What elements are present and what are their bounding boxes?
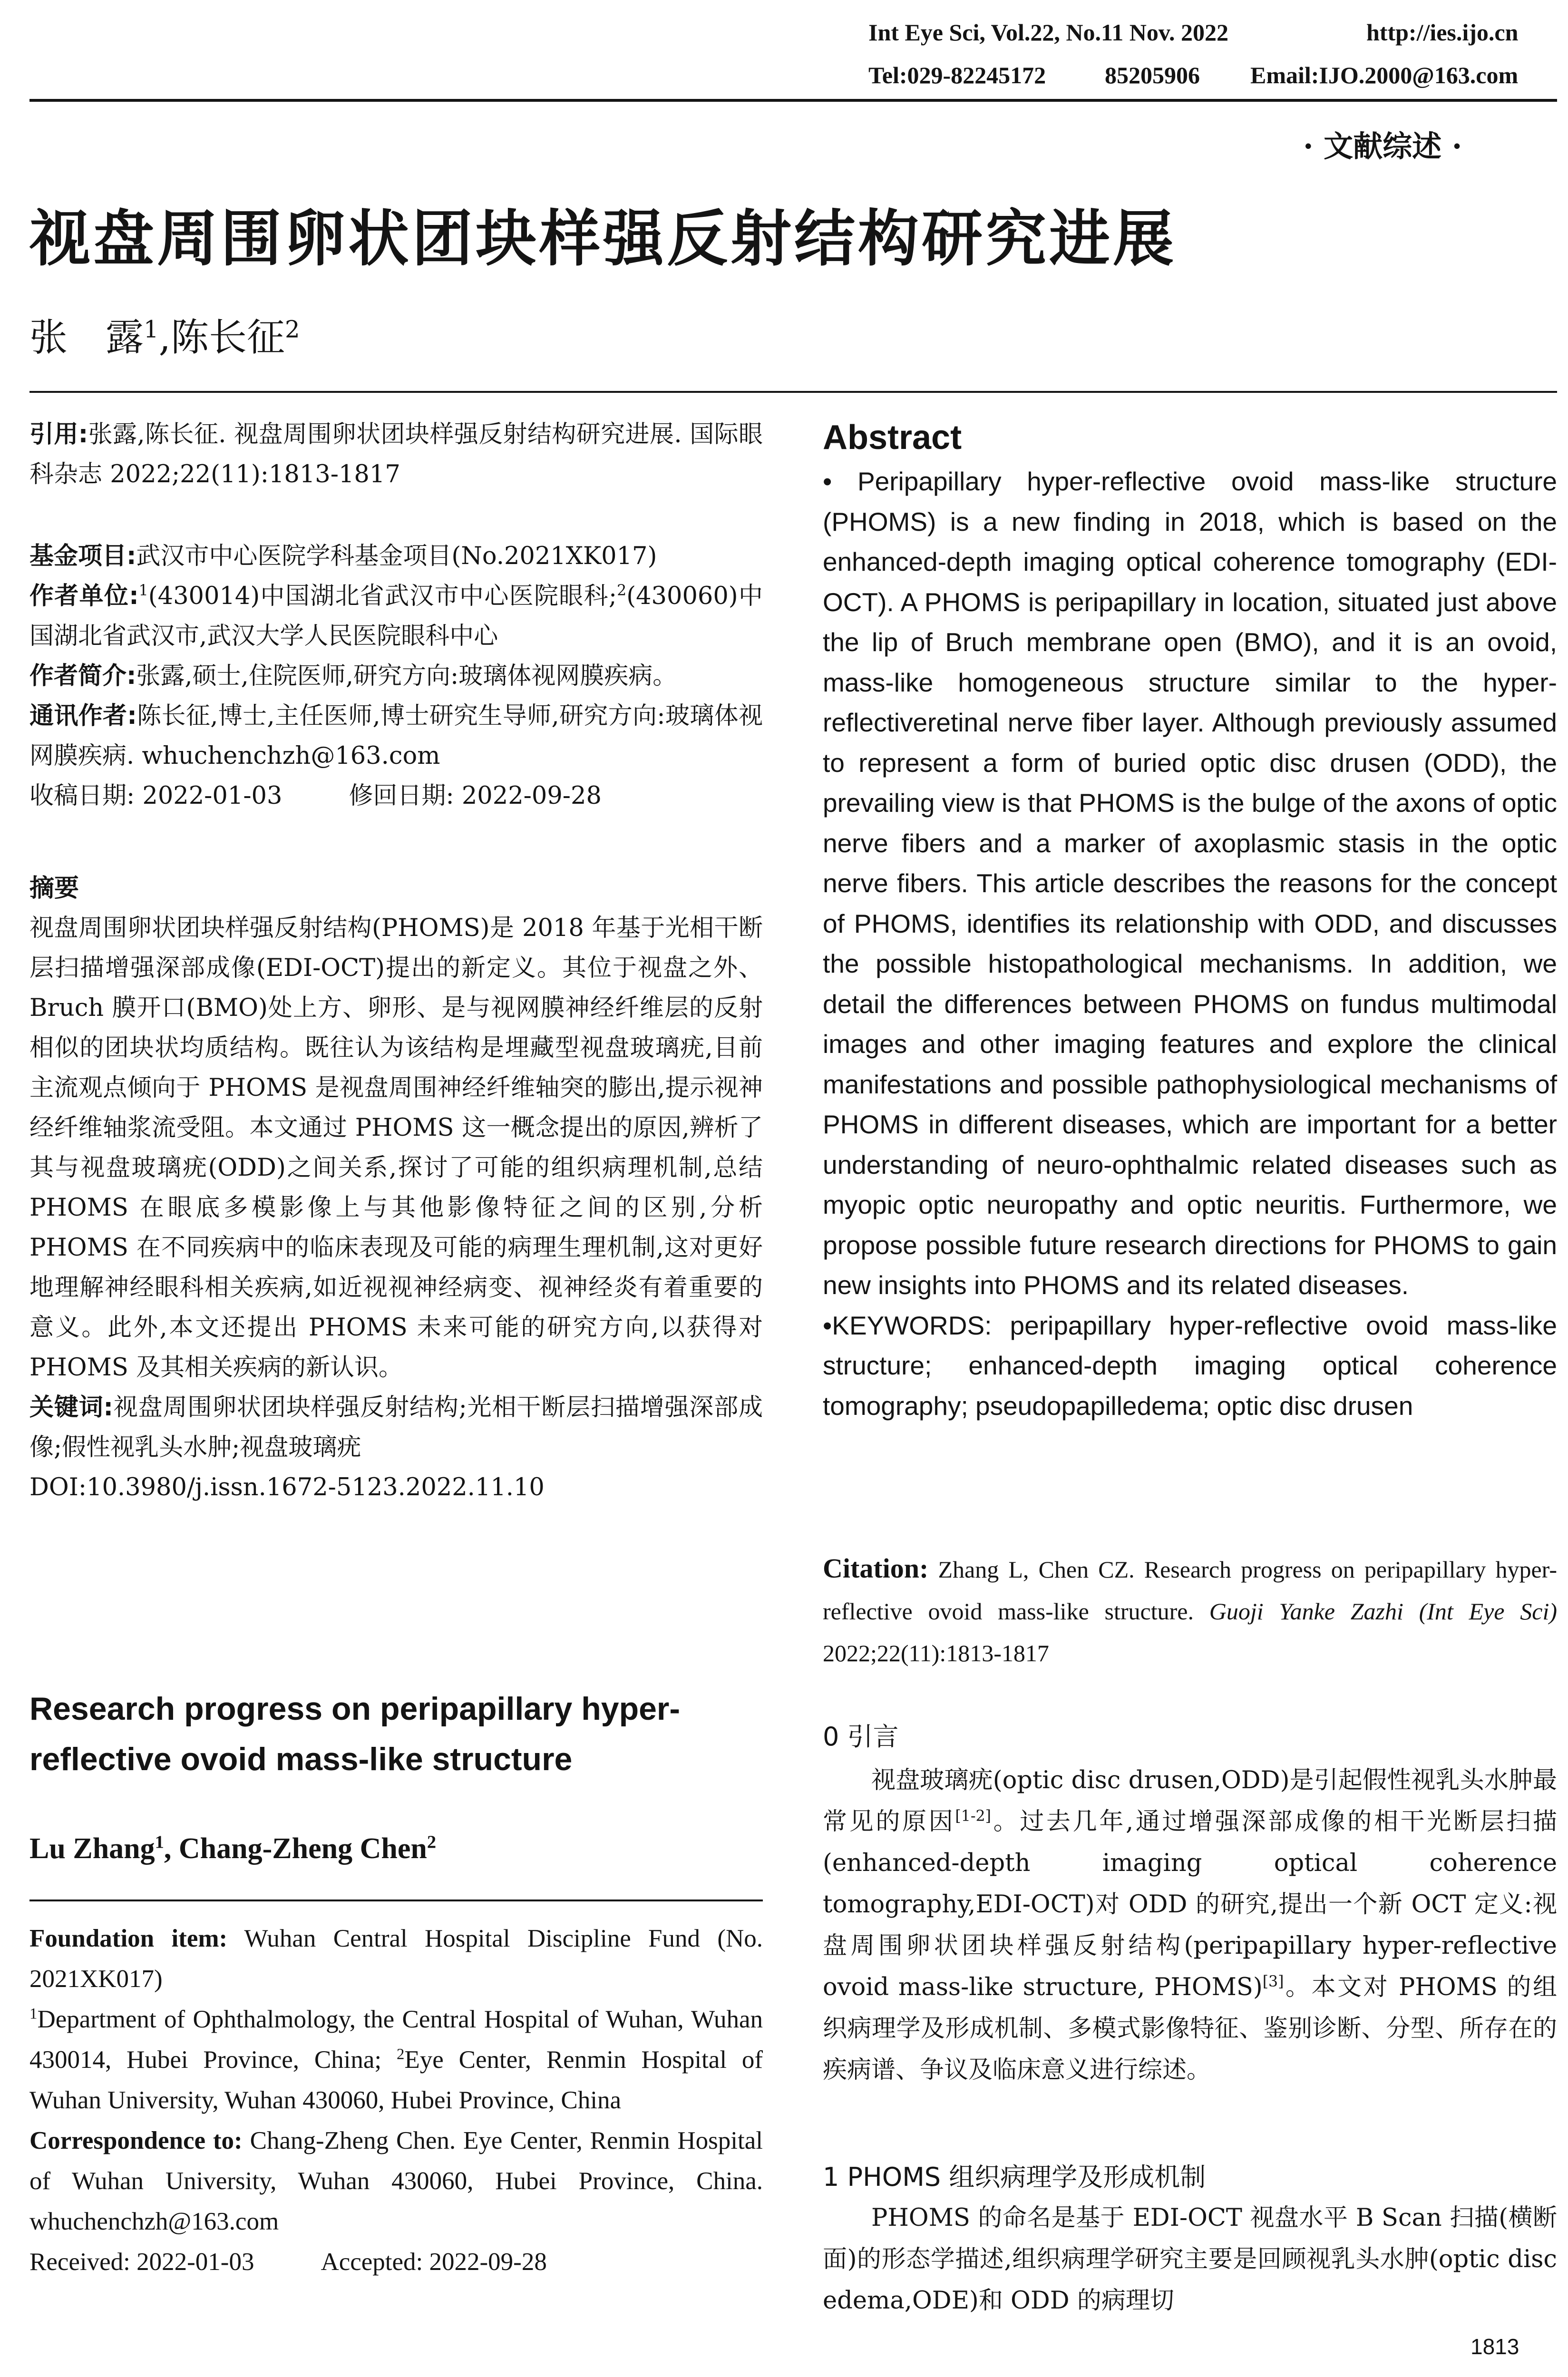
keywords-en: peripapillary hyper-reflective ovoid mass-like structure; enhanced-depth imaging optical coherence tomography; pseudopapilledema; optic disc drusen xyxy=(823,1310,1557,1421)
header-rule xyxy=(29,99,1557,102)
keywords-cn: 视盘周围卵状团块样强反射结构;光相干断层扫描增强深部成像;假性视乳头水肿;视盘玻璃疣 xyxy=(29,1393,763,1461)
unit-cn-2: (430060)中国湖北省武汉市,武汉大学人民医院眼科中心 xyxy=(29,582,763,650)
s0-text-a: 视盘玻璃疣(optic disc drusen,ODD)是引起假性视乳头水肿最常见的原因 xyxy=(823,1766,1557,1836)
citation-en xyxy=(823,1548,1557,1674)
citation-cn xyxy=(29,415,763,495)
authors-en xyxy=(29,1827,436,1870)
author-en-1-sup: 1 xyxy=(155,1832,164,1852)
author-en-1: Lu Zhang xyxy=(29,1832,155,1865)
citation-en-journal: Guoji Yanke Zazhi (Int Eye Sci) xyxy=(1209,1598,1557,1625)
bio-cn: 张露,硕士,住院医师,研究方向:玻璃体视网膜疾病。 xyxy=(136,662,677,690)
unit-cn-1-sup: 1 xyxy=(138,582,148,599)
journal-info xyxy=(868,18,1228,47)
journal-email[interactable]: Email:IJO.2000@163.com xyxy=(1250,62,1519,88)
journal-issue: Int Eye Sci, Vol.22, No.11 Nov. 2022 xyxy=(868,19,1229,46)
fund-cn: 武汉市中心医院学科基金项目(No.2021XK017) xyxy=(136,542,657,570)
keywords-cn-label: 关键词: xyxy=(29,1393,113,1422)
author-en-sep: , xyxy=(164,1832,179,1865)
citation-en-text1: Zhang L, Chen CZ. Research progress on peripapillary hyper-reflective ovoid mass-like structure. xyxy=(823,1556,1557,1625)
section-label: · 文献综述 · xyxy=(1303,129,1462,164)
s0-text-b: 。过去几年,通过增强深部成像的相干光断层扫描(enhanced-depth imaging optical coherence tomography,EDI-OCT)对 ODD 的研究,提出一个新 OCT 定义:视盘周围卵状团块样强反射结构(peripapillary hyper-reflective ovoid mass-like structure, PHOMS) xyxy=(823,1808,1557,2001)
abstract-cn xyxy=(29,908,763,1508)
dept-en-1: Department of Ophthalmology, the Central Hospital of Wuhan, Wuhan 430014, Hubei Province, China; xyxy=(29,2006,763,2074)
citation-cn-label: 引用: xyxy=(29,420,88,448)
abstract-en xyxy=(823,461,1557,1426)
received-en: Received: 2022-01-03 xyxy=(29,2248,254,2276)
abstract-bullet: • xyxy=(823,467,832,496)
corr-en: Chang-Zheng Chen. Eye Center, Renmin Hospital of Wuhan University, Wuhan 430060, Hubei Province, China. whuchenchzh@163.com xyxy=(29,2127,763,2235)
fund-en: Wuhan Central Hospital Discipline Fund (No. 2021XK017) xyxy=(29,1925,763,1993)
author-cn-2: 陈长征 xyxy=(171,315,285,360)
journal-url[interactable]: http://ies.ijo.cn xyxy=(1366,19,1519,46)
section-1-heading: 1 PHOMS 组织病理学及形成机制 xyxy=(823,2162,1206,2192)
dept-en-1-sup: 1 xyxy=(29,2005,38,2023)
meta-en xyxy=(29,1919,763,2282)
author-cn-2-sup: 2 xyxy=(285,315,300,343)
dept-en-2-sup: 2 xyxy=(396,2046,405,2063)
right-col-rule xyxy=(823,391,1557,393)
citation-en-label: Citation: xyxy=(823,1553,929,1584)
fund-en-label: Foundation item: xyxy=(29,1925,228,1952)
corr-cn: 陈长征,博士,主任医师,博士研究生导师,研究方向:玻璃体视网膜疾病. whuchenchzh@163.com xyxy=(29,702,763,770)
s0-text-c: 。本文对 PHOMS 的组织病理学及形成机制、多模式影像特征、鉴别诊断、分型、所存在的疾病谱、争议及临床意义进行综述。 xyxy=(823,1973,1558,2084)
author-en-2-sup: 2 xyxy=(427,1832,437,1852)
journal-tel2: 85205906 xyxy=(1105,62,1200,88)
unit-cn-label: 作者单位: xyxy=(29,582,139,610)
citation-en-text2: 2022;22(11):1813-1817 xyxy=(823,1640,1049,1666)
title-en: Research progress on peripapillary hyper-reflective ovoid mass-like structure xyxy=(29,1691,681,1777)
keywords-bullet: • xyxy=(823,1310,832,1340)
title-cn: 视盘周围卵状团块样强反射结构研究进展 xyxy=(29,204,1177,274)
en-meta-rule xyxy=(29,1900,763,1901)
s1-text: PHOMS 的命名是基于 EDI-OCT 视盘水平 B Scan 扫描(横断面)的形态学描述,组织病理学研究主要是回顾视乳头水肿(optic disc edema,ODE)和 ODD 的病理切 xyxy=(823,2204,1557,2315)
revised-cn: 修回日期: 2022-09-28 xyxy=(349,782,602,810)
citation-cn-text: 张露,陈长征. 视盘周围卵状团块样强反射结构研究进展. 国际眼科杂志 2022;22(11):1813-1817 xyxy=(29,420,763,488)
page-number: 1813 xyxy=(1471,2334,1519,2359)
doi[interactable]: DOI:10.3980/j.issn.1672-5123.2022.11.10 xyxy=(29,1473,545,1501)
dept-en-2: Eye Center, Renmin Hospital of Wuhan University, Wuhan 430060, Hubei Province, China xyxy=(29,2046,763,2114)
journal-tel: Tel:029-82245172 xyxy=(868,62,1046,88)
section-0-heading: 0 引言 xyxy=(823,1722,899,1752)
ref-1-2[interactable]: [1-2] xyxy=(955,1808,991,1825)
abstract-cn-text: 视盘周围卵状团块样强反射结构(PHOMS)是 2018 年基于光相干断层扫描增强深部成像(EDI-OCT)提出的新定义。其位于视盘之外、Bruch 膜开口(BMO)处上方、卵形、是与视网膜神经纤维层的反射相似的团块状均质结构。既往认为该结构是埋藏型视盘玻璃疣,目前主流观点倾向于 PHOMS 是视盘周围神经纤维轴突的膨出,提示视神经纤维轴浆流受阻。本文通过 PHOMS 这一概念提出的原因,辨析了其与视盘玻璃疣(ODD)之间关系,探讨了可能的组织病理机制,总结 PHOMS 在眼底多模影像上与其他影像特征之间的区别,分析 PHOMS 在不同疾病中的临床表现及可能的病理生理机制,这对更好地理解神经眼科相关疾病,如近视视神经病变、视神经炎有着重要的意义。此外,本文还提出 PHOMS 未来可能的研究方向,以获得对 PHOMS 及其相关疾病的新认识。 xyxy=(29,914,763,1382)
corr-en-label: Correspondence to: xyxy=(29,2127,243,2154)
keywords-en-label: KEYWORDS: xyxy=(832,1310,992,1340)
author-cn-1-sup: 1 xyxy=(144,315,159,343)
author-cn-sep: , xyxy=(158,315,171,360)
unit-cn-1: (430014)中国湖北省武汉市中心医院眼科; xyxy=(148,582,617,610)
fund-cn-label: 基金项目: xyxy=(29,542,136,570)
author-en-2: Chang-Zheng Chen xyxy=(178,1832,427,1865)
meta-cn xyxy=(29,536,763,816)
unit-cn-2-sup: 2 xyxy=(617,582,627,599)
abstract-en-text: Peripapillary hyper-reflective ovoid mass-like structure (PHOMS) is a new finding in 2018, which is based on the enhanced-depth imaging optical coherence tomography (EDI-OCT). A PHOMS is peripapillary in location, situated just above the lip of Bruch membrane open (BMO), and it is an ovoid, mass-like homogeneous structure similar to the hyper-reflectiveretinal nerve fiber layer. Although previously assumed to represent a form of buried optic disc drusen (ODD), the prevailing view is that PHOMS is the bulge of the axons of optic nerve fibers and a marker of axoplasmic stasis in the optic nerve fibers. This article describes the reasons for the concept of PHOMS, identifies its relationship with ODD, and discusses the possible histopathological mechanisms. In addition, we detail the differences between PHOMS on fundus multimodal images and other imaging features and explore the clinical manifestations and possible pathophysiological mechanisms of PHOMS in different diseases, which are important for a better understanding of neuro-ophthalmic related diseases such as myopic optic neuropathy and optic neuritis. Furthermore, we propose possible future research directions for PHOMS to gain new insights into PHOMS and its related diseases. xyxy=(823,467,1557,1300)
section-0-body xyxy=(823,1760,1557,2091)
bio-cn-label: 作者简介: xyxy=(29,662,136,690)
section-1-body xyxy=(823,2197,1557,2321)
abstract-en-heading: Abstract xyxy=(823,419,962,457)
author-cn-1: 张 露 xyxy=(29,315,144,360)
received-cn: 收稿日期: 2022-01-03 xyxy=(29,782,282,810)
authors-cn xyxy=(29,314,300,361)
ref-3[interactable]: [3] xyxy=(1262,1973,1284,1990)
abstract-cn-heading: 摘要 xyxy=(29,874,79,903)
corr-cn-label: 通讯作者: xyxy=(29,702,137,730)
accepted-en: Accepted: 2022-09-28 xyxy=(321,2248,547,2276)
